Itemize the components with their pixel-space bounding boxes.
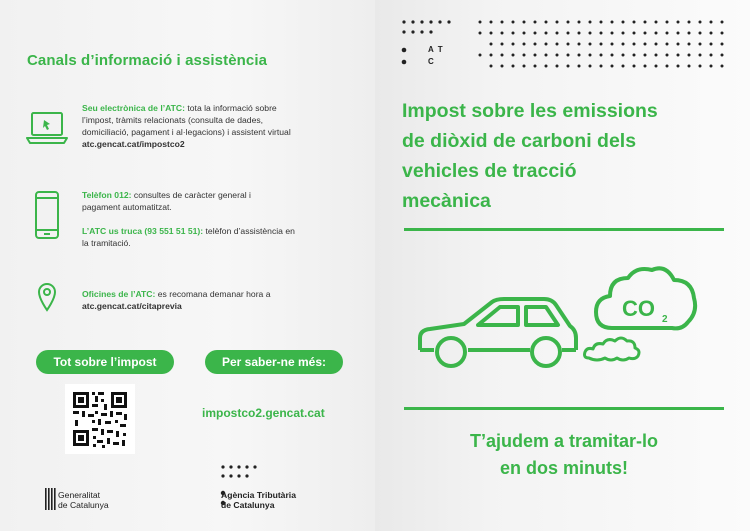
section-heading: Canals d’informació i assistència [27,52,268,69]
co2-subscript: 2 [662,314,668,325]
qr-code-icon[interactable] [65,384,135,454]
divider-bottom [404,407,724,410]
title-line-2: de diòxid de carboni dels [402,130,637,152]
atc-line-1: Agència Tributària [221,490,296,500]
phone-block [82,189,347,249]
dot-pattern-icon [400,18,730,70]
generalitat-line-2: de Catalunya [58,500,109,510]
car-icon [412,292,582,382]
title-line-4: mecànica [402,190,491,212]
web-link[interactable]: impostco2.gencat.cat [202,406,325,420]
generalitat-line-1: Generalitat [58,490,101,500]
seu-text-1: tota la informació sobre [185,103,277,113]
seu-link[interactable]: atc.gencat.cat/impostco2 [82,139,185,149]
cta-line-1: T’ajudem a tramitar-lo [469,431,659,451]
phone-label: Telèfon 012: [82,190,132,200]
pill-tot-sobre: Tot sobre l’impost [36,350,174,374]
call-to-action [404,428,724,482]
atc-logo [221,490,296,510]
cta-line-2: en dos minuts! [499,458,628,478]
atc-call-label: L’ATC us truca (93 551 51 51): [82,226,204,236]
seu-text-3: domiciliació, pagament i al·legacions) i assistent virtual [82,127,291,137]
seu-electronica-block [82,102,347,150]
phone-text-1: consultes de caràcter general i [131,190,251,200]
atc-top-line-1: A T [428,45,444,54]
atc-top-line-2: C [428,57,435,66]
phone-text-3: telèfon d’assistència en [203,226,295,236]
seu-label: Seu electrònica de l’ATC: [82,103,185,113]
office-text-1: es recomana demanar hora a [155,289,271,299]
generalitat-logo [58,490,109,510]
laptop-icon [26,110,68,146]
location-pin-icon [37,282,57,312]
co2-cloud-icon [592,262,700,338]
generalitat-logo-icon [45,488,56,510]
phone-text-2: pagament automatitzat. [82,202,172,212]
co2-label: CO [622,296,655,321]
title-line-3: vehicles de tracció [402,160,577,182]
phone-icon [34,190,60,240]
office-link[interactable]: atc.gencat.cat/citaprevia [82,301,182,311]
divider-top [404,228,724,231]
office-label: Oficines de l’ATC: [82,289,156,299]
atc-top-logo [428,44,444,68]
main-title [402,96,722,216]
title-line-1: Impost sobre les emissions [402,100,658,122]
pill-per-saber: Per saber-ne més: [205,350,343,374]
phone-text-4: la tramitació. [82,238,131,248]
atc-line-2: de Catalunya [221,500,275,510]
seu-text-2: l’impost, tràmits relacionats (consulta de dades, [82,115,264,125]
office-block [82,288,347,312]
